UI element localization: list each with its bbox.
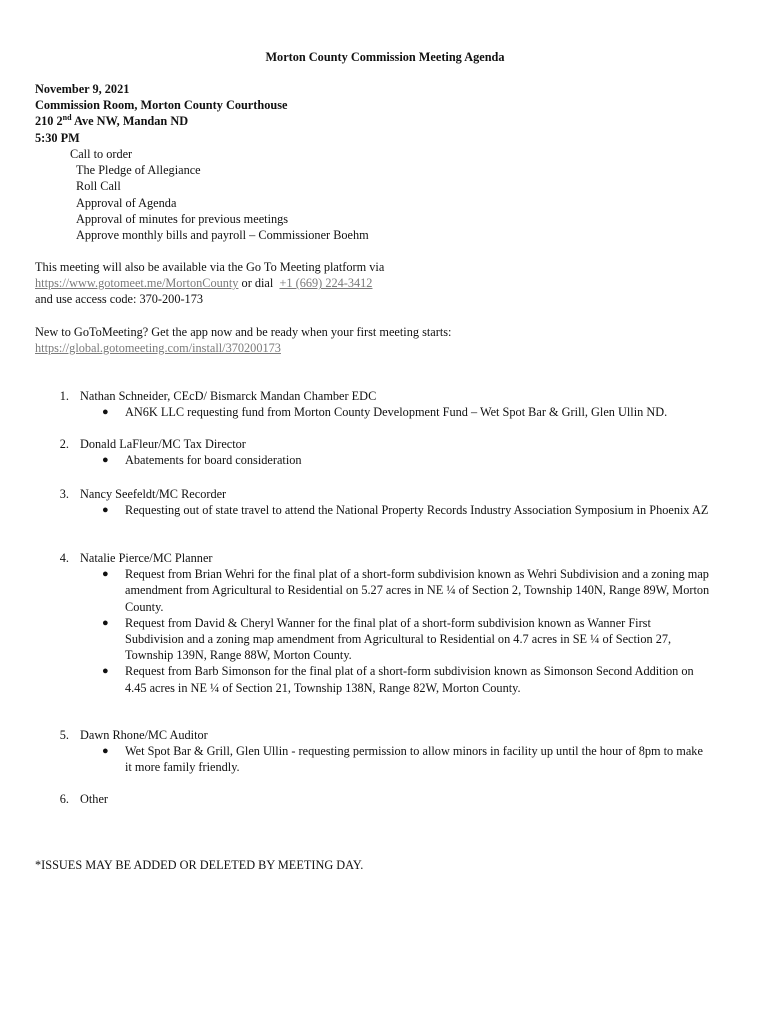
meeting-header	[35, 81, 287, 146]
item-heading: Nathan Schneider, CEcD/ Bismarck Mandan Chamber EDC	[80, 389, 377, 403]
dial-in-phone-link[interactable]: +1 (669) 224-3412	[279, 276, 373, 291]
item-number: 3.	[59, 487, 69, 501]
bullet-icon: ●	[102, 454, 109, 467]
sub-item	[102, 566, 712, 615]
access-code-text: and use access code: 370-200-173	[35, 292, 204, 307]
item-subitems	[102, 452, 712, 468]
item-number: 2.	[59, 437, 69, 451]
sub-item	[102, 615, 712, 664]
new-user-paragraph	[35, 324, 451, 356]
sub-item-text: Abatements for board consideration	[125, 453, 302, 468]
item-heading: Natalie Pierce/MC Planner	[80, 551, 213, 565]
sub-item	[102, 502, 712, 518]
procedural-item: Call to order	[70, 147, 133, 161]
new-user-intro: New to GoToMeeting? Get the app now and be ready when your first meeting starts:	[35, 325, 452, 339]
bullet-icon: ●	[102, 568, 109, 581]
item-number: 1.	[59, 389, 69, 403]
remote-link-line	[35, 275, 384, 291]
sub-item-text: Request from Brian Wehri for the final plat of a short-form subdivision known as Wehri Subdivision and a zoning map amendment from Agricultural to Residential on 5.27 acres in NE ¼ of Section 2, Township 140N, Range 89W, Morton County.	[125, 567, 710, 614]
item-number: 6.	[59, 792, 69, 806]
gotomeeting-link[interactable]: https://www.gotomeet.me/MortonCounty	[35, 276, 239, 291]
sub-item-text: Request from Barb Simonson for the final plat of a short-form subdivision known as Simonson Second Addition on 4.45 acres in NE ¼ of Section 21, Township 138N, Range 82W, Morton County.	[125, 664, 694, 695]
sub-item-text: Wet Spot Bar & Grill, Glen Ullin - requesting permission to allow minors in facility up until the hour of 8pm to make it more family friendly.	[125, 744, 703, 775]
procedural-item: The Pledge of Allegiance	[76, 163, 201, 178]
meeting-date: November 9, 2021	[35, 82, 130, 96]
address-superscript: nd	[62, 113, 72, 123]
remote-intro: This meeting will also be available via the Go To Meeting platform via	[35, 260, 385, 274]
item-subitems	[102, 502, 712, 518]
bullet-icon: ●	[102, 745, 109, 758]
install-link[interactable]: https://global.gotomeeting.com/install/370200173	[35, 341, 281, 356]
bullet-icon: ●	[102, 406, 109, 419]
meeting-time: 5:30 PM	[35, 130, 80, 145]
address-suffix: Ave NW, Mandan ND	[71, 114, 189, 129]
item-heading: Dawn Rhone/MC Auditor	[80, 728, 208, 742]
procedural-item: Approval of Agenda	[76, 195, 177, 210]
bullet-icon: ●	[102, 665, 109, 678]
meeting-address	[35, 113, 287, 129]
meeting-location: Commission Room, Morton County Courthouse	[35, 98, 288, 113]
remote-access-paragraph	[35, 259, 384, 308]
sub-item-text: Requesting out of state travel to attend the National Property Records Industry Association Symposium in Phoenix AZ	[125, 503, 709, 518]
footer-note: *ISSUES MAY BE ADDED OR DELETED BY MEETING DAY.	[35, 858, 364, 872]
sub-item-text: Request from David & Cheryl Wanner for the final plat of a short-form subdivision known as Wanner First Subdivision and a zoning map amendment from Agricultural to Residential on 4.7 acres in SE ¼ of Section 27, Township 139N, Range 88W, Morton County.	[125, 615, 672, 663]
procedural-item: Roll Call	[76, 179, 121, 194]
item-number: 5.	[59, 728, 69, 742]
item-heading: Other	[80, 792, 108, 806]
item-heading: Donald LaFleur/MC Tax Director	[80, 437, 246, 451]
or-dial-text: or dial	[238, 276, 280, 291]
procedural-list	[70, 146, 369, 243]
item-heading: Nancy Seefeldt/MC Recorder	[80, 487, 227, 501]
bullet-icon: ●	[102, 504, 109, 517]
item-subitems	[102, 404, 712, 420]
bullet-icon: ●	[102, 616, 109, 629]
sub-item	[102, 743, 712, 775]
item-number: 4.	[59, 551, 69, 565]
sub-item	[102, 404, 712, 420]
item-subitems	[102, 743, 712, 775]
procedural-item: Approval of minutes for previous meetings	[76, 211, 289, 226]
item-subitems	[102, 566, 712, 696]
sub-item	[102, 452, 712, 468]
procedural-item: Approve monthly bills and payroll – Commissioner Boehm	[76, 227, 369, 242]
sub-item-text: AN6K LLC requesting fund from Morton County Development Fund – Wet Spot Bar & Grill, Glen Ullin ND.	[125, 405, 668, 420]
sub-item	[102, 663, 712, 695]
page-title: Morton County Commission Meeting Agenda	[265, 50, 505, 64]
address-prefix: 210 2	[35, 114, 63, 129]
